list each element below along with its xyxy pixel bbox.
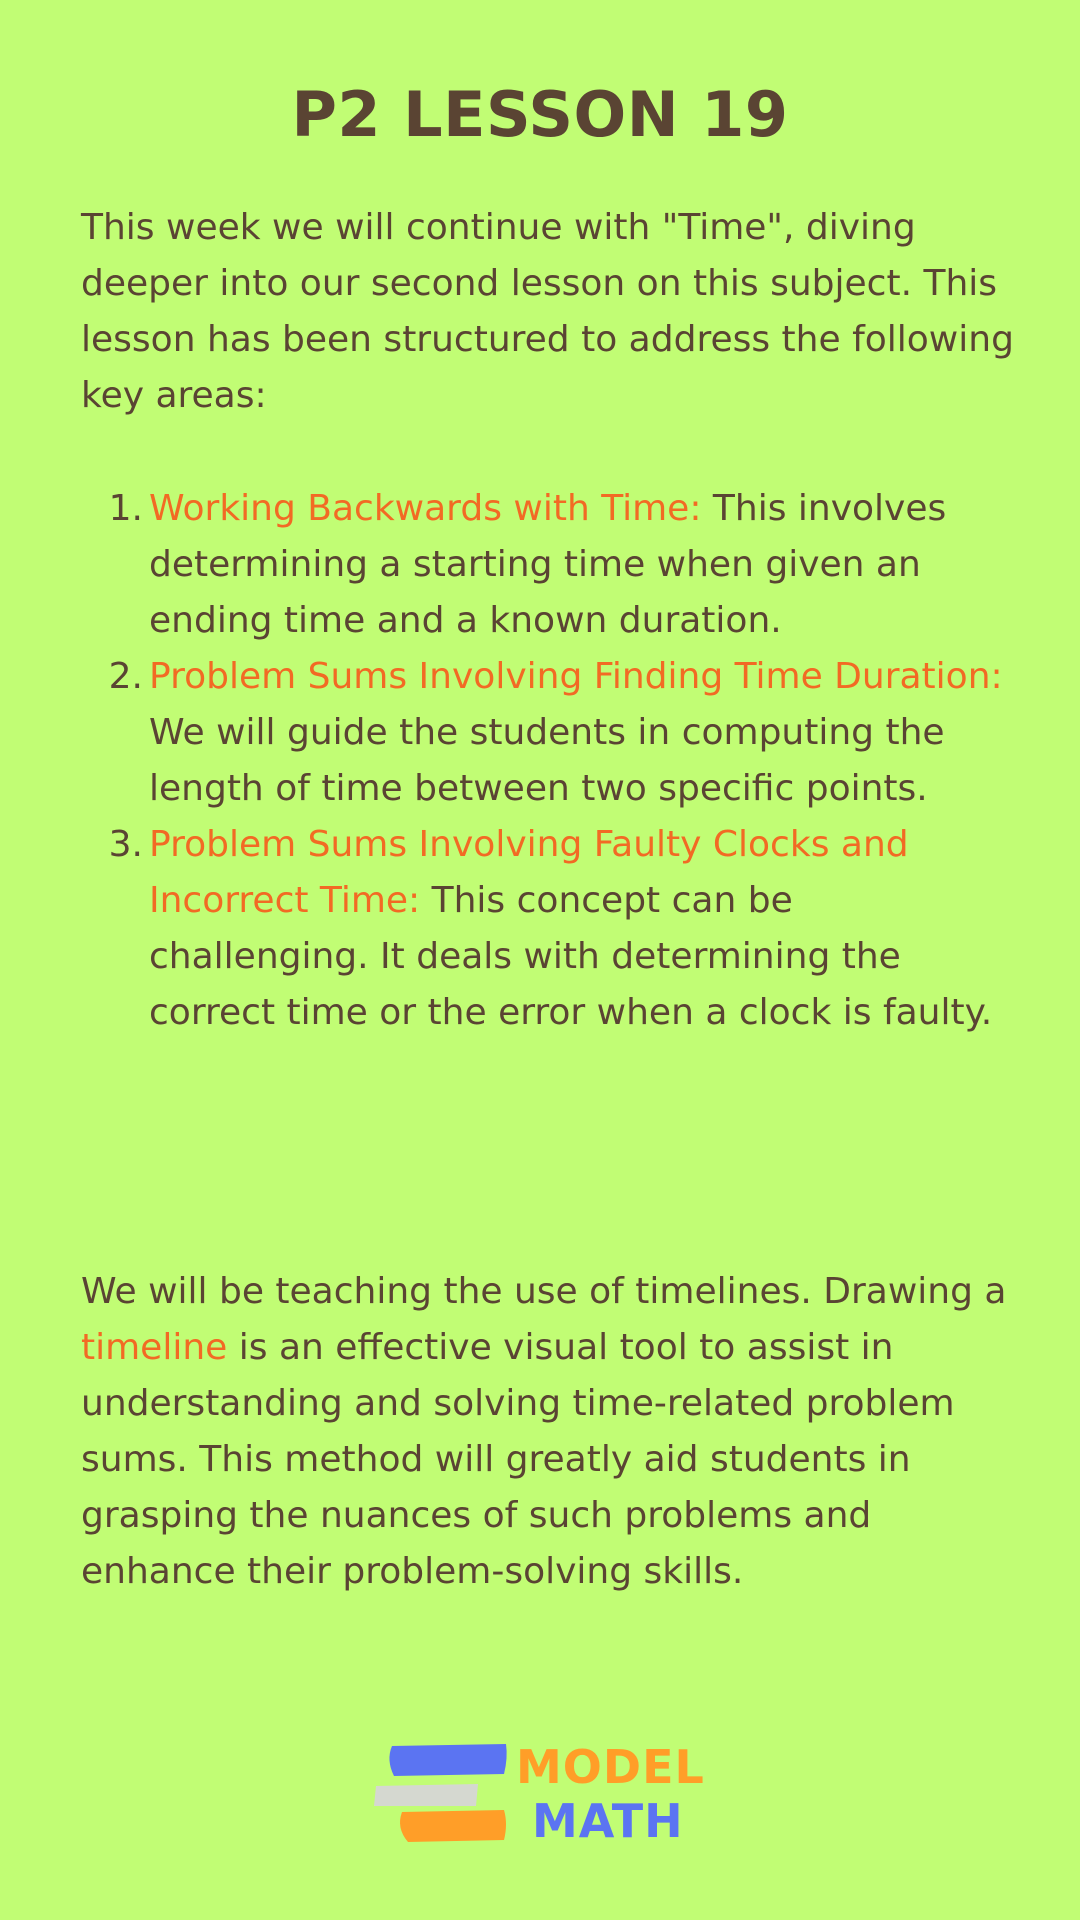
list-item-heading: Working Backwards with Time: [149, 488, 702, 529]
logo-word-math: MATH [532, 1794, 684, 1848]
timeline-highlight: timeline [81, 1327, 228, 1368]
model-math-logo [372, 1740, 712, 1850]
key-areas-list [81, 481, 1021, 1041]
outro-paragraph [81, 1264, 1021, 1600]
list-item-text: This involves determining a starting time when given an ending time and a known duration. [149, 488, 947, 641]
list-item [81, 817, 1021, 1041]
list-item [81, 649, 1021, 817]
list-item-number: 2. [108, 656, 143, 697]
outro-text-start: We will be teaching the use of timelines. Drawing a [81, 1271, 1007, 1312]
book-stack-icon [372, 1740, 512, 1850]
outro-text-rest: is an effective visual tool to assist in understanding and solving time-related problem sums. This method will greatly aid students in grasping the nuances of such problems and enhance their problem-solving skills. [81, 1327, 955, 1592]
page-title: P2 LESSON 19 [291, 78, 789, 151]
list-item [81, 481, 1021, 649]
list-item-heading: Problem Sums Involving Faulty Clocks and Incorrect Time: [149, 824, 909, 921]
logo-word-model: MODEL [516, 1740, 705, 1794]
intro-paragraph: This week we will continue with "Time", diving deeper into our second lesson on this subject. This lesson has been structured to address the following key areas: [81, 207, 1014, 416]
list-item-number: 1. [108, 488, 143, 529]
list-item-heading: Problem Sums Involving Finding Time Duration: [149, 656, 1003, 697]
list-item-text: We will guide the students in computing the length of time between two specific points. [149, 712, 945, 809]
list-item-text: This concept can be challenging. It deals with determining the correct time or the error when a clock is faulty. [149, 880, 993, 1033]
list-item-number: 3. [108, 824, 143, 865]
